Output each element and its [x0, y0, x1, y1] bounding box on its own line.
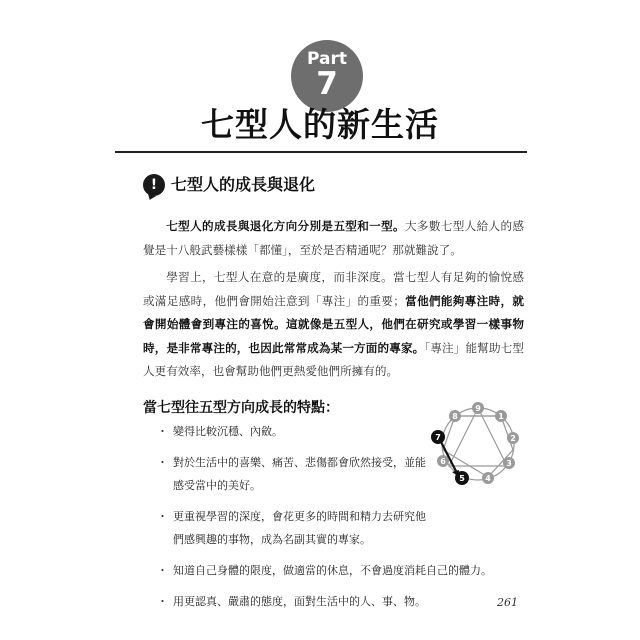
enneagram-point-8: [449, 410, 461, 422]
paragraph-text: 大多數七型人給人的感覺是十八般武藝樣樣「都懂」，至於是否精通呢？那就難說了。: [143, 219, 524, 257]
list-item-text: 用更認真、嚴肅的態度，面對生活中的人、事、物。: [173, 595, 426, 608]
enneagram-diagram: [426, 398, 528, 490]
svg-text:6: 6: [440, 457, 446, 466]
chapter-title: 七型人的新生活: [201, 105, 439, 144]
enneagram-point-5: [455, 471, 469, 485]
svg-text:9: 9: [475, 404, 481, 413]
list-item: [151, 451, 431, 497]
body-text: [143, 215, 524, 388]
list-item: [151, 590, 513, 613]
bullet-dot: ・: [157, 425, 168, 438]
svg-text:2: 2: [510, 434, 516, 443]
svg-text:1: 1: [498, 412, 504, 421]
bullet-dot: ・: [157, 456, 168, 469]
part-badge: [291, 40, 363, 112]
part-label: Part: [307, 49, 347, 69]
growth-list: [151, 420, 492, 621]
section-title: 七型人的成長與退化: [171, 175, 316, 194]
bullet-dot: ・: [157, 510, 168, 523]
enneagram-point-6: [437, 455, 449, 467]
list-item-text: 變得比較沉穩、內斂。: [173, 425, 283, 438]
svg-text:3: 3: [506, 459, 512, 468]
enneagram-point-2: [507, 432, 519, 444]
list-item: [151, 505, 431, 551]
enneagram-point-3: [503, 457, 515, 469]
enneagram-point-1: [495, 410, 507, 422]
title-divider: [115, 151, 527, 153]
bullet-dot: ・: [157, 564, 168, 577]
list-item-text: 對於生活中的喜樂、痛苦、悲傷都會欣然接受，並能感受當中的美好。: [173, 456, 426, 492]
list-item: [151, 559, 513, 582]
paragraph-emphasis: 七型人的成長與退化方向分別是五型和一型。: [166, 219, 405, 233]
enneagram-point-4: [482, 472, 494, 484]
paragraph-text: 「專注」能幫助七型人更有效率，也會幫助他們更熱愛他們所擁有的。: [143, 340, 524, 378]
enneagram-point-7: [431, 430, 445, 444]
part-number: 7: [316, 66, 338, 102]
list-item: [151, 420, 431, 443]
enneagram-point-9: [472, 402, 484, 414]
growth-heading: 當七型往五型方向成長的特點：: [143, 400, 339, 416]
svg-text:4: 4: [485, 474, 491, 483]
svg-text:5: 5: [459, 474, 465, 483]
page-number: 261: [497, 596, 518, 609]
paragraph: [143, 266, 524, 384]
paragraph-text: 學習上，七型人在意的是廣度，而非深度。當七型人有足夠的愉悅感或滿足感時，他們會開始注意到「專注」的重要；: [143, 270, 524, 308]
list-item-text: 更重視學習的深度，會花更多的時間和精力去研究他們感興趣的事物，成為名副其實的專家。: [173, 510, 426, 546]
exclamation-speech-icon: !: [143, 174, 165, 196]
paragraph: [143, 215, 524, 262]
svg-text:7: 7: [435, 433, 441, 442]
svg-text:8: 8: [452, 412, 458, 421]
paragraph-emphasis: 當他們能夠專注時，就會開始體會到專注的喜悅。這就像是五型人，他們在研究或學習一樣事物時，是非常專注的，也因此常常成為某一方面的專家。: [143, 293, 524, 355]
list-item-text: 知道自己身體的限度，做適當的休息，不會過度消耗自己的體力。: [173, 564, 492, 577]
bullet-dot: ・: [157, 595, 168, 608]
